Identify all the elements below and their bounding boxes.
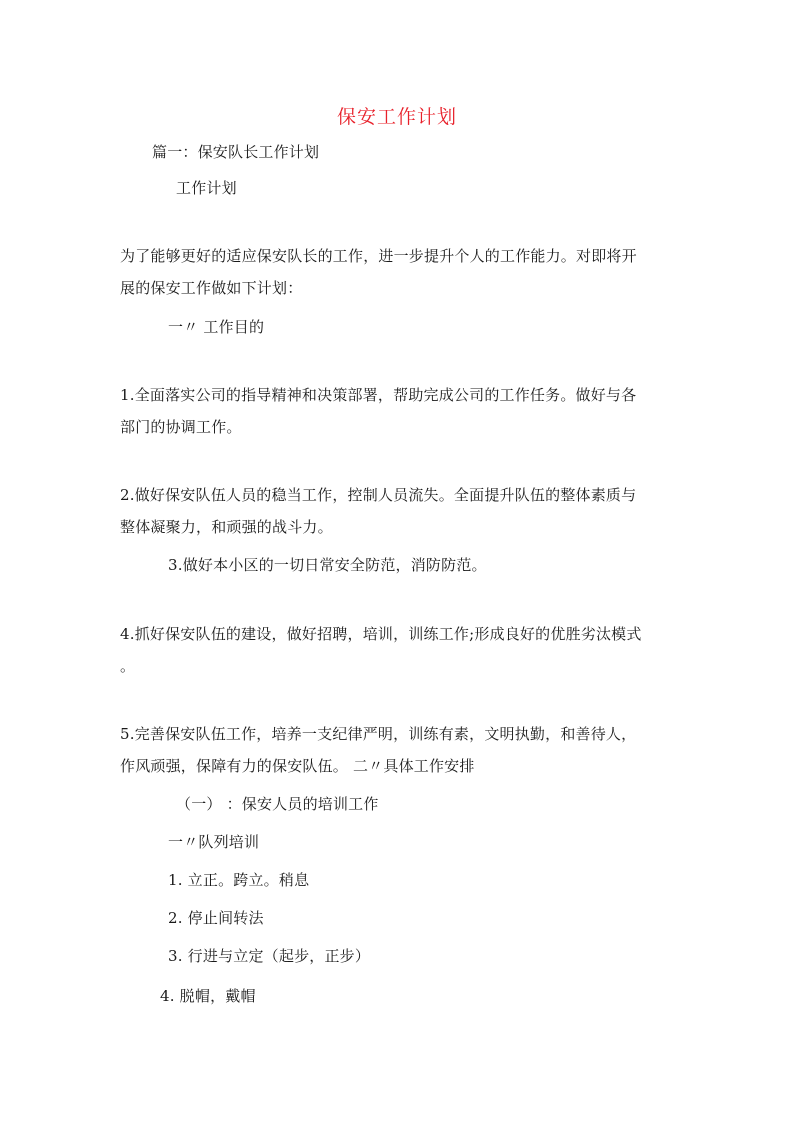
- paragraph-line: 1.全面落实公司的指导精神和决策部署，帮助完成公司的工作任务。做好与各: [120, 386, 637, 404]
- section-heading: 篇一：保安队长工作计划: [152, 143, 320, 161]
- paragraph-line: 5.完善保安队伍工作，培养一支纪律严明，训练有素，文明执勤，和善待人，: [120, 725, 637, 743]
- paragraph-line: 为了能够更好的适应保安队长的工作，进一步提升个人的工作能力。对即将开: [120, 247, 637, 265]
- list-item: 1. 立正。跨立。稍息: [168, 871, 310, 889]
- paragraph-line: 部门的协调工作。: [120, 418, 242, 436]
- paragraph-line: 4.抓好保安队伍的建设，做好招聘，培训，训练工作;形成良好的优胜劣汰模式: [120, 625, 642, 643]
- paragraph-line: 。: [120, 657, 136, 675]
- paragraph-line: 整体凝聚力，和顽强的战斗力。: [120, 518, 333, 536]
- paragraph-line: 展的保安工作做如下计划：: [120, 279, 303, 297]
- list-heading: 一〃队列培训: [168, 833, 260, 851]
- list-heading: 一〃 工作目的: [168, 318, 265, 336]
- document-title: 保安工作计划: [336, 106, 457, 128]
- paragraph-line: 作风顽强，保障有力的保安队伍。 二〃具体工作安排: [120, 757, 475, 775]
- subsection-heading: （一） ：保安人员的培训工作: [176, 795, 379, 813]
- paragraph-line: 3.做好本小区的一切日常安全防范，消防防范。: [168, 556, 487, 574]
- paragraph-line: 2.做好保安队伍人员的稳当工作，控制人员流失。全面提升队伍的整体素质与: [120, 486, 637, 504]
- list-item: 2. 停止间转法: [168, 909, 264, 927]
- list-item: 3. 行进与立定（起步，正步）: [168, 947, 371, 965]
- subheading: 工作计划: [176, 179, 237, 197]
- list-item: 4. 脱帽，戴帽: [160, 987, 256, 1005]
